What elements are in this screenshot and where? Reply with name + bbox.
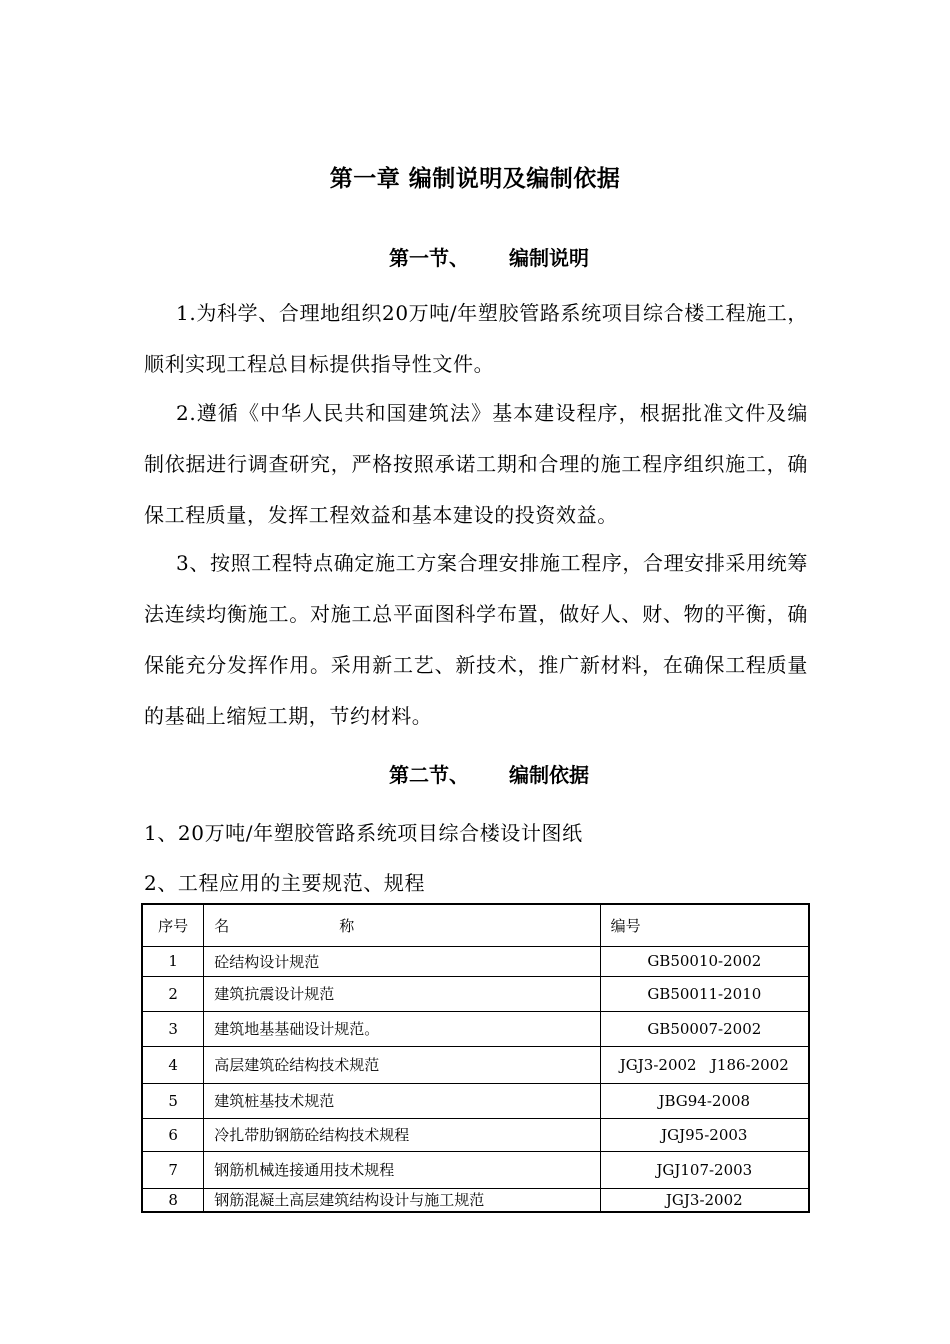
section-title: 编制依据 xyxy=(509,763,589,787)
chapter-title: 第一章 编制说明及编制依据 xyxy=(329,166,621,192)
paragraph-1: 1.为科学、合理地组织20万吨/年塑胶管路系统项目综合楼工程施工，顺利实现工程总目标提供指导性文件。 xyxy=(144,301,808,376)
section-number: 第一节、 xyxy=(389,246,469,270)
basis-item-1: 1、20万吨/年塑胶管路系统项目综合楼设计图纸 xyxy=(144,821,583,845)
table-row: 2 建筑抗震设计规范 GB50011-2010 xyxy=(142,976,809,1011)
table-row: 7 钢筋机械连接通用技术规程 JGJ107-2003 xyxy=(142,1151,809,1188)
section-title: 编制说明 xyxy=(509,246,589,270)
table-row: 8 钢筋混凝土高层建筑结构设计与施工规范 JGJ3-2002 xyxy=(142,1188,809,1212)
standards-table xyxy=(141,903,810,1213)
header-name: 名 称 xyxy=(204,904,600,946)
section-heading-1 xyxy=(0,242,950,271)
table-row: 3 建筑地基基础设计规范。 GB50007-2002 xyxy=(142,1011,809,1046)
header-code: 编号 xyxy=(600,904,809,946)
paragraph-3: 3、按照工程特点确定施工方案合理安排施工程序，合理安排采用统筹法连续均衡施工。对施工总平面图科学布置，做好人、财、物的平衡，确保能充分发挥作用。采用新工艺、新技术，推广新材料，在确保工程质量的基础上缩短工期，节约材料。 xyxy=(144,551,808,728)
table-header-row xyxy=(142,904,809,946)
table-row: 6 冷扎带肋钢筋砼结构技术规程 JGJ95-2003 xyxy=(142,1118,809,1151)
table-row: 1 砼结构设计规范 GB50010-2002 xyxy=(142,946,809,976)
section-number: 第二节、 xyxy=(389,763,469,787)
basis-item-2: 2、工程应用的主要规范、规程 xyxy=(144,871,426,895)
paragraph-2: 2.遵循《中华人民共和国建筑法》基本建设程序，根据批准文件及编制依据进行调查研究，严格按照承诺工期和合理的施工程序组织施工，确保工程质量，发挥工程效益和基本建设的投资效益。 xyxy=(144,401,808,527)
table-row: 5 建筑桩基技术规范 JBG94-2008 xyxy=(142,1083,809,1118)
table-row: 4 高层建筑砼结构技术规范 JGJ3-2002 J186-2002 xyxy=(142,1046,809,1083)
section-heading-2 xyxy=(0,759,950,788)
header-no: 序号 xyxy=(142,904,204,946)
